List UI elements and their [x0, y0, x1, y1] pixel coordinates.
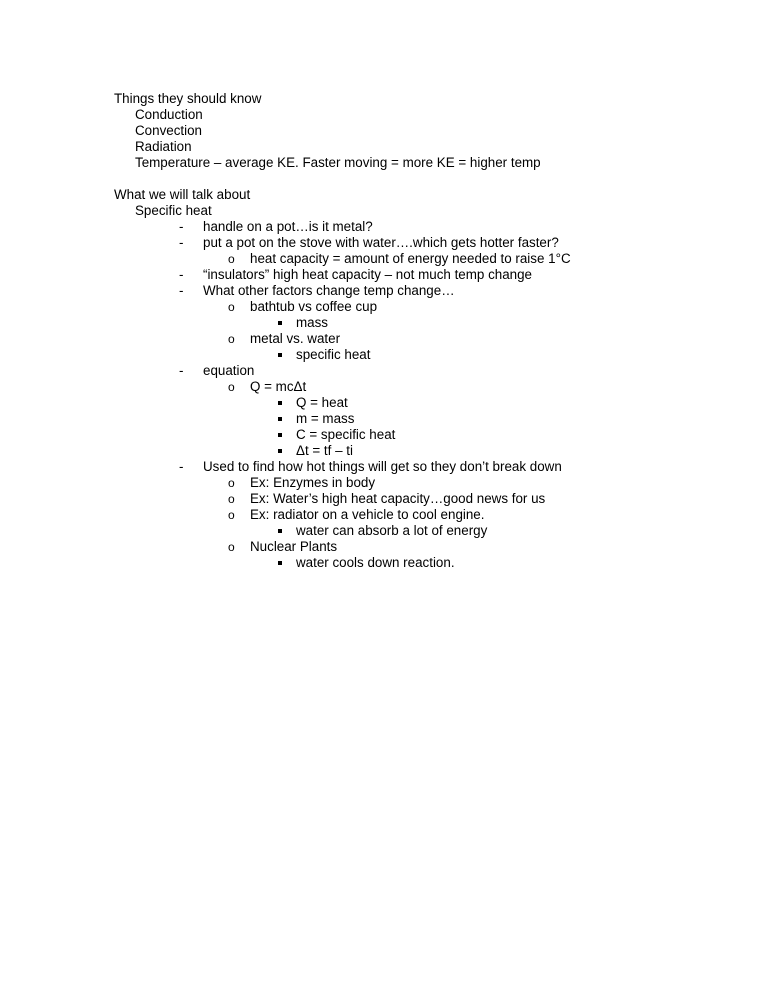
square-bullet-icon — [278, 561, 282, 565]
note-heat-capacity: heat capacity = amount of energy needed to raise 1°C — [250, 251, 571, 266]
square-bullet-icon — [278, 449, 282, 453]
dash-item-insulators: “insulators” high heat capacity – not much temp change — [203, 267, 532, 282]
dash-marker: - — [179, 267, 184, 282]
dash-marker: - — [179, 235, 184, 250]
circle-bullet-icon: o — [228, 300, 235, 314]
use-water-heat-capacity: Ex: Water’s high heat capacity…good news for us — [250, 491, 546, 506]
dash-marker: - — [179, 459, 184, 474]
circle-bullet-icon: o — [228, 332, 235, 346]
square-bullet-icon — [278, 529, 282, 533]
list-item-conduction: Conduction — [135, 107, 203, 122]
equation-formula: Q = mcΔt — [250, 379, 307, 394]
use-radiator: Ex: radiator on a vehicle to cool engine. — [250, 507, 485, 522]
use-nuclear-plants: Nuclear Plants — [250, 539, 338, 554]
dash-marker: - — [179, 283, 184, 298]
section-heading-things-to-know: Things they should know — [114, 91, 262, 106]
circle-bullet-icon: o — [228, 252, 235, 266]
dash-marker: - — [179, 219, 184, 234]
section-heading-talk-about: What we will talk about — [114, 187, 251, 202]
dash-marker: - — [179, 363, 184, 378]
circle-bullet-icon: o — [228, 492, 235, 506]
list-item-convection: Convection — [135, 123, 202, 138]
circle-bullet-icon: o — [228, 380, 235, 394]
equation-term-m: m = mass — [296, 411, 355, 426]
use-detail-absorb-energy: water can absorb a lot of energy — [296, 523, 488, 538]
square-bullet-icon — [278, 417, 282, 421]
circle-bullet-icon: o — [228, 508, 235, 522]
circle-bullet-icon: o — [228, 540, 235, 554]
dash-item-used-to-find: Used to find how hot things will get so they don’t break down — [203, 459, 562, 474]
use-detail-cools-reaction: water cools down reaction. — [296, 555, 455, 570]
dash-item-pot-stove: put a pot on the stove with water….which gets hotter faster? — [203, 235, 559, 250]
equation-term-dt: Δt = tf – ti — [296, 443, 353, 458]
circle-bullet-icon: o — [228, 476, 235, 490]
equation-term-c: C = specific heat — [296, 427, 396, 442]
square-bullet-icon — [278, 433, 282, 437]
dash-item-other-factors: What other factors change temp change… — [203, 283, 455, 298]
dash-item-equation: equation — [203, 363, 255, 378]
equation-term-q: Q = heat — [296, 395, 348, 410]
subheading-specific-heat: Specific heat — [135, 203, 212, 218]
factor-detail-mass: mass — [296, 315, 328, 330]
square-bullet-icon — [278, 401, 282, 405]
list-item-temperature: Temperature – average KE. Faster moving = more KE = higher temp — [135, 155, 541, 170]
list-item-radiation: Radiation — [135, 139, 192, 154]
use-enzymes: Ex: Enzymes in body — [250, 475, 376, 490]
factor-bathtub: bathtub vs coffee cup — [250, 299, 378, 314]
factor-detail-specific-heat: specific heat — [296, 347, 371, 362]
square-bullet-icon — [278, 353, 282, 357]
square-bullet-icon — [278, 321, 282, 325]
factor-metal-water: metal vs. water — [250, 331, 341, 346]
dash-item-handle: handle on a pot…is it metal? — [203, 219, 373, 234]
